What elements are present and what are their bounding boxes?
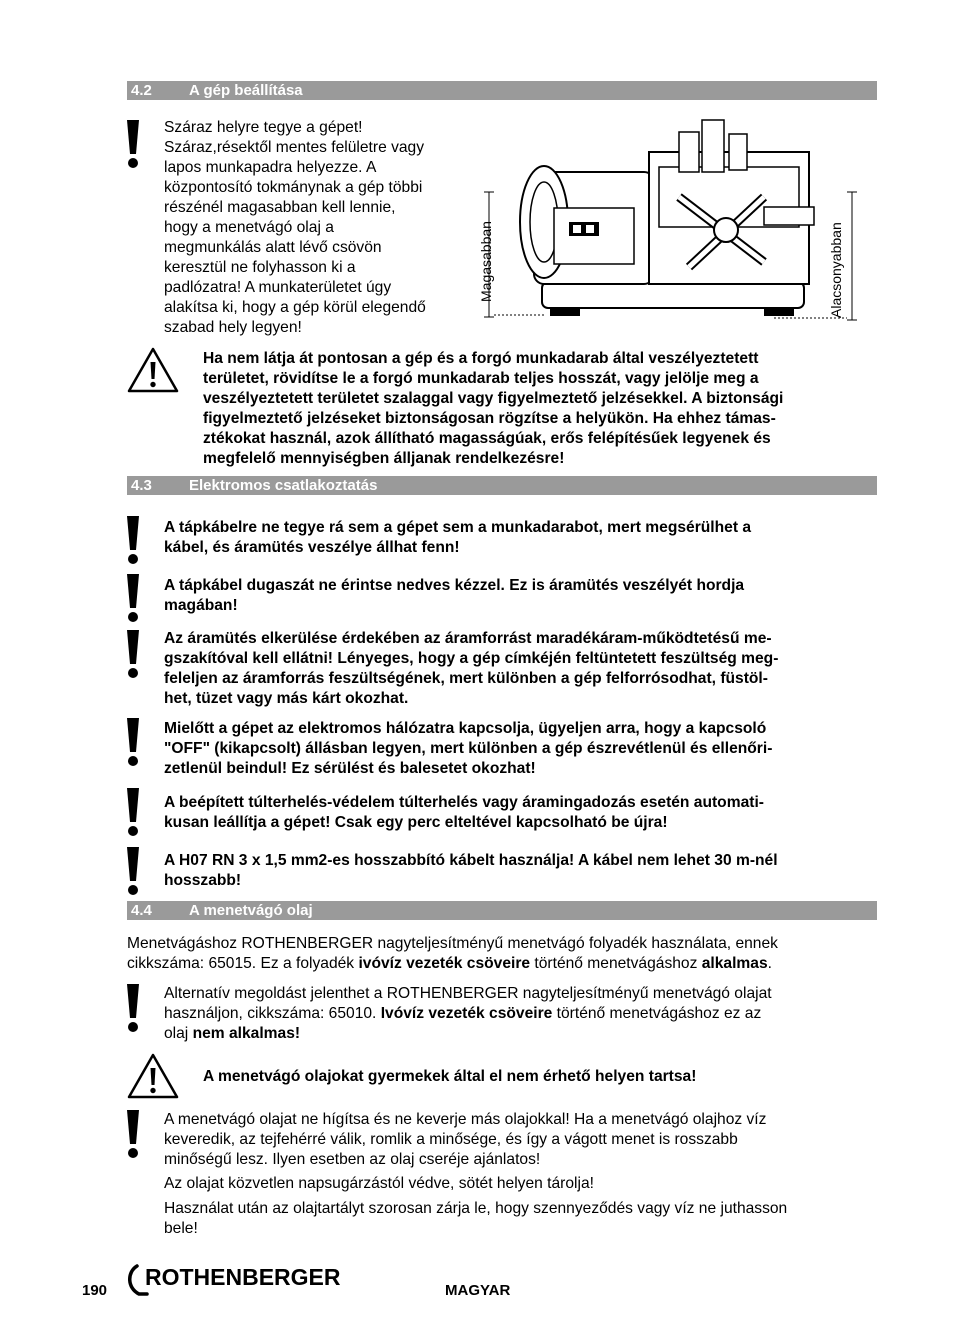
electrical-note-1: A tápkábelre ne tegye rá sem a gépet sem a munkadarabot, mert megsérülhet a kábel, és áramütés veszélye állhat fenn! bbox=[164, 519, 752, 556]
oil-mixing-note: A menetvágó olajat ne hígítsa és ne keverje más olajokkal! Ha a menetvágó olajhoz víz keveredik, az tejfehérré válik, romlik a minősége, és így a vágott menet is rosszabb minőségű lesz. Ilyen esetben az olaj cseréje ajánlatos! bbox=[164, 1111, 767, 1168]
warning-triangle-icon bbox=[126, 346, 180, 394]
exclamation-icon bbox=[124, 982, 142, 1034]
section-number: 4.2 bbox=[131, 82, 152, 99]
language-label: MAGYAR bbox=[445, 1282, 511, 1299]
exclamation-icon bbox=[124, 716, 142, 768]
exclamation-icon bbox=[124, 786, 142, 838]
label-higher: Magasabban bbox=[478, 221, 494, 302]
oil-alternative: Alternatív megoldást jelenthet a ROTHENBERGER nagyteljesítményű menetvágó olajat használjon, cikkszáma: 65010. Ivóvíz vezeték csöveire történő menetvágáshoz ez az olaj nem alkalmas! bbox=[164, 985, 772, 1042]
machine-illustration bbox=[474, 112, 874, 326]
section-number: 4.3 bbox=[131, 477, 152, 494]
setup-instructions: Száraz helyre tegye a gépet! Száraz,résektől mentes felületre vagy lapos munkapadra helyezze. A központosító tokmánynak a gép többi részénél magasabban kell lennie, hogy a menetvágó olaj a megmunkálás alatt lévő csövön keresztül ne folyhasson ki a padlózatra! A munkaterületet úgy alakítsa ki, hogy a gép körül elegendő szabad hely legyen! bbox=[164, 119, 426, 336]
oil-intro: Menetvágáshoz ROTHENBERGER nagyteljesítményű menetvágó folyadék használata, ennek cikkszáma: 65015. Ez a folyadék ivóvíz vezeték csöveire történő menetvágáshoz alkalmas. bbox=[127, 935, 778, 972]
section-number: 4.4 bbox=[131, 902, 152, 919]
electrical-note-3: Az áramütés elkerülése érdekében az áramforrást maradékáram-működtetésű me- gszakítóval kell ellátni! Lényeges, hogy a gép címkéjén feltüntetett feszültség meg- feleljen az áramforrás feszültségének, mert különben a gép felforrósodhat, füstöl- het, tüzet vagy más kárt okozhat. bbox=[164, 630, 779, 707]
electrical-note-6: A H07 RN 3 x 1,5 mm2-es hosszabbító kábelt használja! A kábel nem lehet 30 m-nél hosszabb! bbox=[164, 852, 778, 889]
section-header-4-2 bbox=[127, 81, 877, 100]
electrical-note-2: A tápkábel dugaszát ne érintse nedves kézzel. Ez is áramütés veszélyét hordja magában! bbox=[164, 577, 745, 614]
warning-triangle-icon bbox=[126, 1052, 180, 1100]
electrical-note-5: A beépített túlterhelés-védelem túlterhelés vagy áramingadozás esetén automati- kusan leállítja a gépet! Csak egy perc elteltével kapcsolható be újra! bbox=[164, 794, 764, 831]
exclamation-icon bbox=[124, 572, 142, 624]
oil-storage-note: Az olajat közvetlen napsugárzástól védve, sötét helyen tárolja! bbox=[164, 1175, 594, 1192]
section-title: Elektromos csatlakoztatás bbox=[189, 477, 378, 494]
section-title: A gép beállítása bbox=[189, 82, 303, 99]
exclamation-icon bbox=[124, 1108, 142, 1160]
page-number: 190 bbox=[82, 1282, 108, 1299]
exclamation-icon bbox=[124, 118, 142, 170]
exclamation-icon bbox=[124, 514, 142, 566]
section-title: A menetvágó olaj bbox=[189, 902, 313, 919]
oil-storage-warning: A menetvágó olajokat gyermekek által el nem érhető helyen tartsa! bbox=[203, 1068, 697, 1085]
section-header-4-3 bbox=[127, 476, 877, 495]
oil-closing-note: Használat után az olajtartályt szorosan zárja le, hogy szennyeződés vagy víz ne juthasson bele! bbox=[164, 1200, 788, 1237]
section-header-4-4 bbox=[127, 901, 877, 920]
exclamation-icon bbox=[124, 628, 142, 680]
label-lower: Alacsonyabban bbox=[828, 222, 844, 318]
rothenberger-logo bbox=[125, 1262, 365, 1298]
electrical-note-4: Mielőtt a gépet az elektromos hálózatra kapcsolja, ügyeljen arra, hogy a kapcsoló "OFF" (kikapcsolt) állásban legyen, mert különben a gép észrevétlenül és ellenőri- zetlenül beindul! Ez sérülést és balesetet okozhat! bbox=[164, 720, 773, 777]
safety-warning-text: Ha nem látja át pontosan a gép és a forgó munkadarab által veszélyeztetett területet, rövidítse le a forgó munkadarab teljes hosszát, vagy jelölje meg a veszélyeztetett területet szalaggal vagy figyelmeztető jelzésekkel. A biztonsági figyelmeztető jelzéseket biztonságosan rögzítse a helyükön. Ha ehhez támas- ztékokat használ, azok állítható magasságúak, erős felépítésűek legyenek és megfelelő mennyiségben álljanak rendelkezésre! bbox=[203, 350, 784, 467]
svg-text:ROTHENBERGER: ROTHENBERGER bbox=[145, 1264, 341, 1290]
exclamation-icon bbox=[124, 845, 142, 897]
